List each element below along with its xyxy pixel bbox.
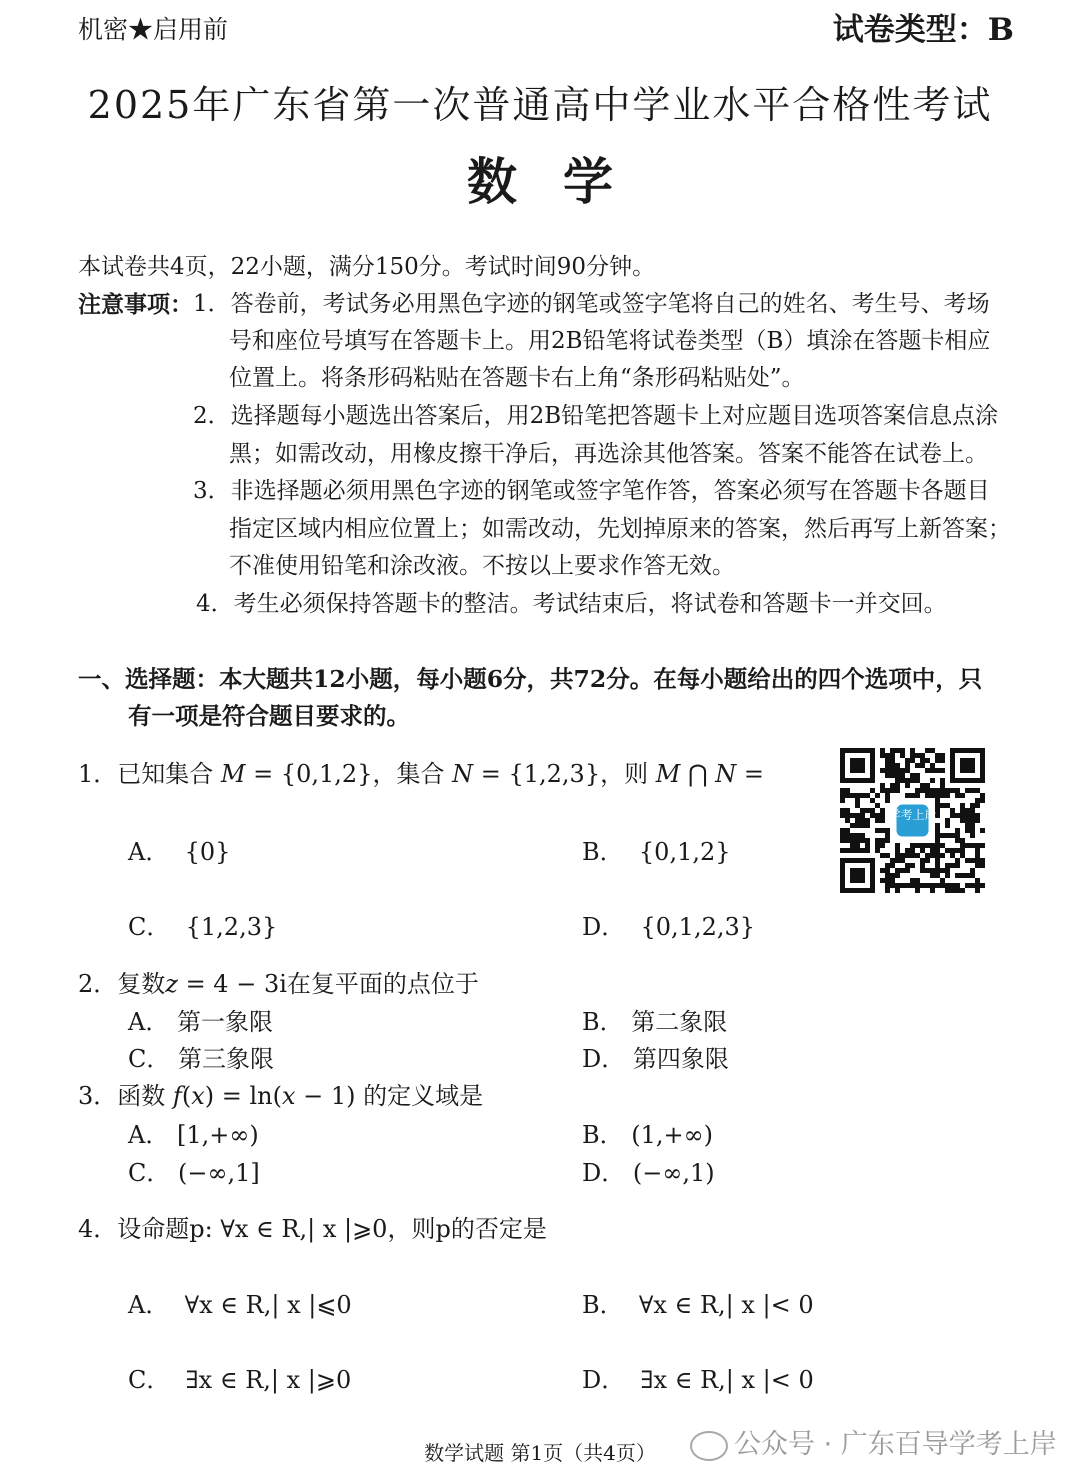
question-text: 在复平面的点位于 (286, 970, 479, 998)
question-text: ，则 (600, 760, 656, 788)
page-footer: 数学试题 第1页（共4页） (424, 1441, 656, 1465)
q1-option-c: C． {1,2,3} (128, 913, 278, 941)
exam-title: 2025年广东省第一次普通高中学业水平合格性考试 (87, 83, 993, 127)
question-number: 3． (78, 1082, 118, 1110)
q4-option-b: B． ∀x ∈ R,| x |< 0 (582, 1291, 814, 1319)
question-3 (78, 1076, 483, 1111)
math-var: z (165, 970, 178, 998)
math-expr: = ln( (214, 1082, 282, 1110)
math-var: f (172, 1082, 182, 1110)
note-2-line-1: 2．选择题每小题选出答案后，用2B铅笔把答题卡上对应题目选项答案信息点涂 (193, 403, 999, 429)
math-expr: = (736, 760, 765, 788)
q2-option-a: A． 第一象限 (128, 1008, 273, 1036)
question-text: 设命题p: (117, 1215, 221, 1243)
wechat-icon (690, 1431, 728, 1461)
q2-option-b: B． 第二象限 (582, 1008, 728, 1036)
note-3-line-1: 3．非选择题必须用黑色字迹的钢笔或签字笔作答，答案必须写在答题卡各题目 (193, 478, 990, 504)
q3-option-d: D． (−∞,1) (582, 1159, 715, 1187)
math-expr: ) (204, 1082, 215, 1110)
section-1-heading: 一、选择题：本大题共12小题，每小题6分，共72分。在每小题给出的四个选项中，只 (78, 665, 983, 693)
math-expr: ⋂ (680, 760, 716, 788)
q1-option-d: D． {0,1,2,3} (582, 913, 756, 941)
subject-title: 数学 (467, 152, 659, 211)
question-number: 2． (78, 970, 118, 998)
math-expr: = {1,2,3} (473, 760, 601, 788)
note-4-line-1: 4．考生必须保持答题卡的整洁。考试结束后，将试卷和答题卡一并交回。 (196, 591, 947, 617)
q3-option-c: C． (−∞,1] (128, 1159, 260, 1187)
note-1-line-2: 号和座位号填写在答题卡上。用2B铅笔将试卷类型（B）填涂在答题卡相应 (229, 328, 991, 354)
note-3-line-3: 不准使用铅笔和涂改液。不按以上要求作答无效。 (229, 553, 735, 579)
qr-badge-text: 学考上岸 (888, 808, 937, 822)
q1-option-a: A． {0} (128, 838, 231, 866)
notes-label: 注意事项： (78, 291, 193, 318)
question-number: 1． (78, 760, 118, 788)
watermark-text: 公众号 · 广东百导学考上岸 (734, 1429, 1057, 1460)
question-1 (78, 754, 764, 789)
q4-option-d: D． ∃x ∈ R,| x |< 0 (582, 1366, 814, 1394)
q3-option-a: A． [1,+∞) (128, 1121, 259, 1149)
qr-code (840, 748, 985, 893)
question-text: 函数 (117, 1082, 173, 1110)
q1-option-b: B． {0,1,2} (582, 838, 731, 866)
paper-type-label: 试卷类型：B (832, 12, 1014, 48)
confidential-label: 机密★启用前 (78, 15, 229, 44)
note-1-line-1: 1．答卷前，考试务必用黑色字迹的钢笔或签字笔将自己的姓名、考生号、考场 (193, 291, 990, 317)
math-expr: − 1) (295, 1082, 356, 1110)
math-var: N (452, 760, 474, 788)
question-2 (78, 964, 479, 999)
question-text: 的定义域是 (355, 1082, 484, 1110)
math-var: x (191, 1082, 205, 1110)
q4-option-a: A． ∀x ∈ R,| x |⩽0 (128, 1291, 352, 1319)
math-expr: ( (181, 1082, 192, 1110)
q2-option-c: C． 第三象限 (128, 1045, 275, 1073)
math-var: x (281, 1082, 296, 1110)
math-var: M (655, 760, 681, 788)
question-text: ，则p的否定是 (387, 1215, 547, 1243)
question-number: 4． (78, 1215, 118, 1243)
note-3-line-2: 指定区域内相应位置上；如需改动，先划掉原来的答案，然后再写上新答案； (229, 516, 1011, 542)
math-expr: = {0,1,2} (245, 760, 373, 788)
question-text: ，集合 (372, 760, 453, 788)
q3-option-b: B． (1,+∞) (582, 1121, 714, 1149)
question-4 (78, 1209, 547, 1244)
question-text: 已知集合 (117, 760, 221, 788)
q4-option-c: C． ∃x ∈ R,| x |⩾0 (128, 1366, 352, 1394)
math-expr: = 4 − 3i (177, 970, 287, 998)
math-var: N (715, 760, 737, 788)
question-text: 复数 (117, 970, 166, 998)
paper-intro: 本试卷共4页，22小题，满分150分。考试时间90分钟。 (78, 254, 656, 280)
note-2-line-2: 黑；如需改动，用橡皮擦干净后，再选涂其他答案。答案不能答在试卷上。 (229, 441, 988, 467)
math-var: M (220, 760, 246, 788)
watermark (690, 1422, 1057, 1461)
section-1-heading-cont: 有一项是符合题目要求的。 (128, 702, 410, 730)
q2-option-d: D． 第四象限 (582, 1045, 729, 1073)
math-expr: ∀x ∈ R,| x |⩾0 (220, 1215, 388, 1243)
note-1-line-3: 位置上。将条形码粘贴在答题卡右上角“条形码粘贴处”。 (229, 365, 805, 391)
